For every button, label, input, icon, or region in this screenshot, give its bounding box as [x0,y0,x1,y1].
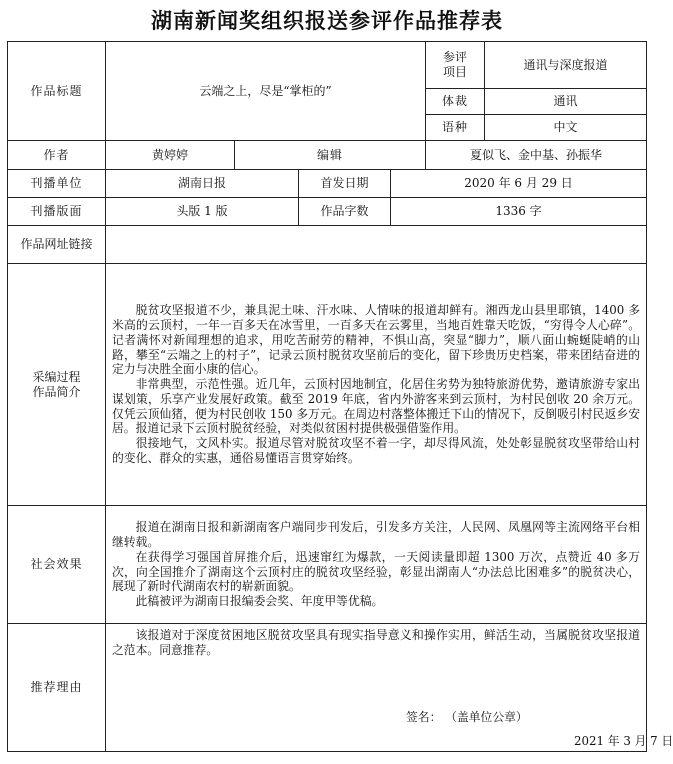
value-genre: 通讯 [485,89,647,115]
label-language: 语种 [426,115,485,141]
impact-paragraph: 在获得学习强国首屏推介后，迅速窜红为爆款，一天阅读量即超 1300 万次，点赞近 40 多万次，向全国推介了湖南这个云顶村庄的脱贫攻坚经验，彰显出湖南人“办法总比困难多”的脱贫决心，展现了新时代湖南农村的崭新面貌。 [112,549,641,594]
label-process [8,264,106,506]
impact-content [106,506,647,624]
value-editor: 夏似飞、金中基、孙振华 [426,141,647,170]
value-page: 头版 1 版 [106,198,299,226]
label-category-project [426,42,485,89]
label-first-date: 首发日期 [299,170,391,198]
label-word-count: 作品字数 [299,198,391,226]
sign-date: 2021 年 3 月 7 日 [574,734,673,748]
process-content [106,264,647,506]
value-first-date: 2020 年 6 月 29 日 [391,170,647,198]
signature-line: 签名： （盖单位公章） [406,710,528,724]
label-impact: 社会效果 [8,506,106,624]
reason-paragraph: 该报道对于深度贫困地区脱贫攻坚具有现实指导意义和操作实用，鲜活生动，当属脱贫攻坚报道之范本。同意推荐。 [112,628,641,657]
label-reason: 推荐理由 [8,624,106,752]
label-editor: 编辑 [235,141,426,170]
recommendation-form [7,41,673,752]
page-title: 湖南新闻奖组织报送参评作品推荐表 [151,9,503,33]
label-author: 作者 [8,141,106,170]
value-url [106,226,647,264]
value-work-title: 云端之上，尽是“掌柜的” [106,42,426,141]
label-url: 作品网址链接 [8,226,106,264]
value-word-count: 1336 字 [391,198,647,226]
label-category-project-text: 参评 项目 [443,50,468,79]
label-page: 刊播版面 [8,198,106,226]
process-paragraph: 很接地气，文风朴实。报道尽管对脱贫攻坚不着一字，却尽得风流，处处彰显脱贫攻坚带给山村的变化、群众的实惠，通俗易懂语言贯穿始终。 [112,436,641,465]
value-language: 中文 [485,115,647,141]
reason-content [106,624,673,752]
value-category-project: 通讯与深度报道 [485,42,647,89]
label-work-title: 作品标题 [8,42,106,141]
label-process-text: 采编过程 作品简介 [32,369,81,399]
impact-paragraph: 报道在湖南日报和新湖南客户端同步刊发后，引发多方关注，人民网、凤凰网等主流网络平台相继转载。 [112,520,641,550]
process-paragraph: 脱贫攻坚报道不少，兼具泥土味、汗水味、人情味的报道却鲜有。湘西龙山县里耶镇，1400 多米高的云顶村，一年一百多天在冰雪里，一百多天在云雾里，当地百姓靠天吃饭，“穷得令人心碎”。记者满怀对新闻理想的追求，用吃苦耐劳的精神，不惧山高，突显“脚力”，顺八面山蜿蜒陡峭的山路，攀至“云端之上的村子”，记录云顶村脱贫攻坚前后的变化，留下珍贵历史档案，带来团结奋进的定力与决胜全面小康的信心。 [112,303,641,377]
impact-paragraph: 此稿被评为湖南日报编委会奖、年度甲等优稿。 [135,593,384,608]
label-publisher: 刊播单位 [8,170,106,198]
value-publisher: 湖南日报 [106,170,299,198]
process-paragraph: 非常典型，示范性强。近几年，云顶村因地制宜，化居住劣势为独特旅游优势，邀请旅游专家出谋划策，乐享产业发展好政策。截至 2019 年底，省内外游客来到云顶村，为村民创收 20 余万元。仅凭云顶仙猪，便为村民创收 150 多万元。在周边村落整体搬迁下山的情况下，反倒吸引村民返乡安居。报道记录下云顶村脱贫经验，对类似贫困村提供极强借鉴作用。 [112,377,641,436]
label-genre: 体裁 [426,89,485,115]
value-author: 黄婷婷 [106,141,235,170]
